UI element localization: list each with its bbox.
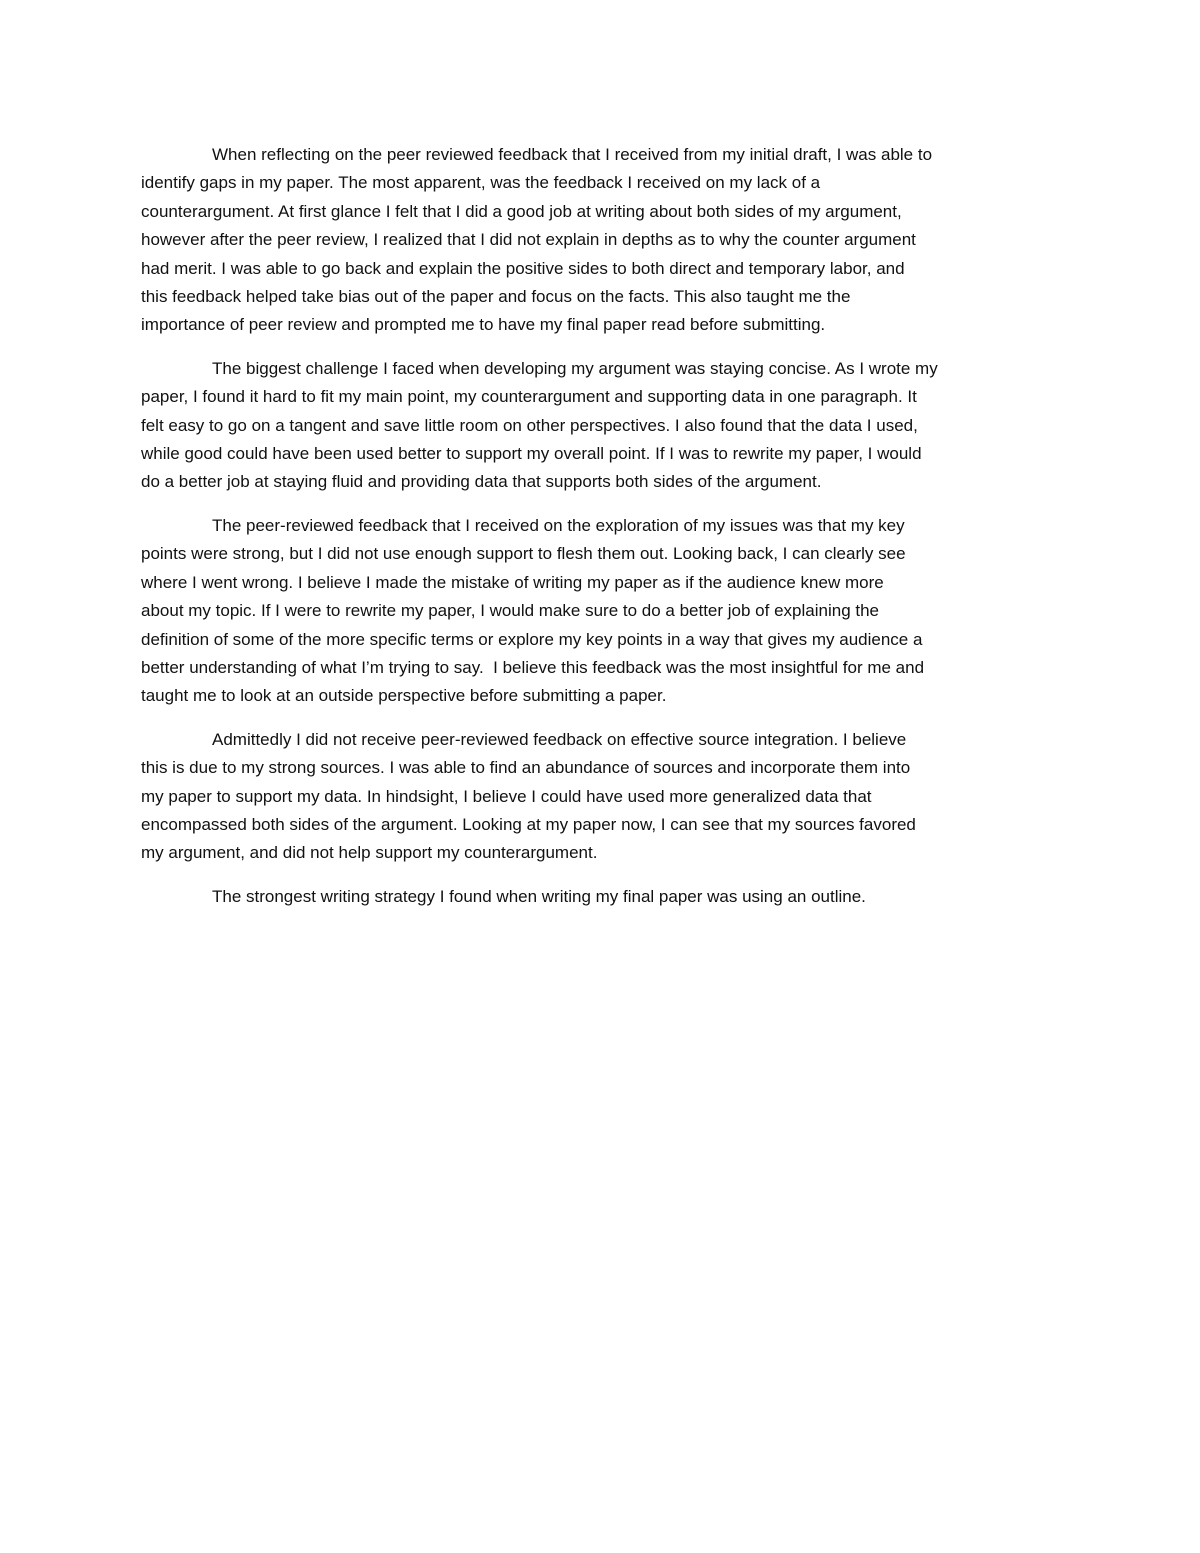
document-body [141,141,1061,926]
paragraph-line: do a better job at staying fluid and providing data that supports both sides of the argument. [141,472,822,492]
paragraph-line: had merit. I was able to go back and explain the positive sides to both direct and temporary labor, and [141,258,905,278]
paragraph-line: while good could have been used better to support my overall point. If I was to rewrite my paper, I would [141,444,922,464]
paragraph-line: Admittedly I did not receive peer-reviewed feedback on effective source integration. I believe [212,729,907,749]
paragraph-line: this is due to my strong sources. I was able to find an abundance of sources and incorporate them into [141,758,911,778]
paragraph-line: taught me to look at an outside perspective before submitting a paper. [141,686,667,706]
paragraph-line: identify gaps in my paper. The most apparent, was the feedback I received on my lack of a [141,173,821,193]
paragraph-line: paper, I found it hard to fit my main point, my counterargument and supporting data in one paragraph. It [141,387,917,407]
paragraph-2 [141,355,1061,497]
paragraph-line: definition of some of the more specific terms or explore my key points in a way that gives my audience a [141,629,923,649]
paragraph-line: The biggest challenge I faced when developing my argument was staying concise. As I wrote my [212,358,938,378]
paragraph-line: this feedback helped take bias out of the paper and focus on the facts. This also taught me the [141,287,851,307]
paragraph-line: When reflecting on the peer reviewed feedback that I received from my initial draft, I was able to [212,145,933,164]
paragraph-line: points were strong, but I did not use enough support to flesh them out. Looking back, I can clearly see [141,544,906,564]
paragraph-line: counterargument. At first glance I felt that I did a good job at writing about both sides of my argument, [141,201,902,221]
paragraph-4 [141,726,1061,868]
paragraph-5 [141,883,1061,911]
paragraph-line: encompassed both sides of the argument. Looking at my paper now, I can see that my sources favored [141,814,916,834]
paragraph-line: where I went wrong. I believe I made the mistake of writing my paper as if the audience knew more [141,572,884,592]
paragraph-line: however after the peer review, I realized that I did not explain in depths as to why the counter argument [141,230,916,250]
paragraph-line: better understanding of what I’m trying to say. I believe this feedback was the most insightful for me and [141,657,925,677]
paragraph-line: my paper to support my data. In hindsight, I believe I could have used more generalized data that [141,786,872,806]
paragraph-1 [141,141,1061,340]
paragraph-line: importance of peer review and prompted me to have my final paper read before submitting. [141,315,826,335]
paragraph-line: my argument, and did not help support my counterargument. [141,843,598,863]
paragraph-3 [141,512,1061,711]
paragraph-line: The peer-reviewed feedback that I received on the exploration of my issues was that my key [212,515,905,535]
paragraph-line: felt easy to go on a tangent and save little room on other perspectives. I also found that the data I used, [141,415,918,435]
paragraph-line: about my topic. If I were to rewrite my paper, I would make sure to do a better job of explaining the [141,601,879,621]
paragraph-line: The strongest writing strategy I found when writing my final paper was using an outline. [212,886,866,906]
